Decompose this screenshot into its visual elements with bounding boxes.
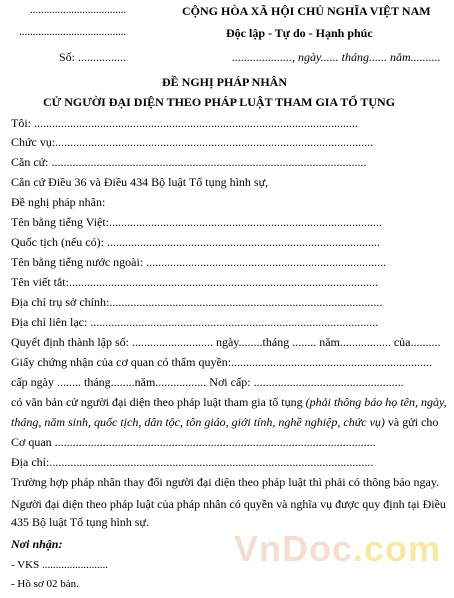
request-label: Đề nghị pháp nhân: (11, 195, 106, 209)
field-foreign-name: Tên bằng tiếng nước ngoài: ................................................................................ (11, 255, 387, 269)
representative-text-italic-2: tháng, năm sinh, quốc tịch, dân tộc, tôn giáo, giới tính, nghề nghiệp, chức vụ) (11, 415, 385, 429)
field-establishment-decision: Quyết định thành lập số: ........................... ngày........tháng ........ năm................. của.......... (11, 335, 441, 349)
document-number: Số: ................ (59, 50, 127, 64)
field-toi: Tôi: ............................................................................................................ (11, 116, 358, 130)
recipient-file: - Hồ sơ 02 bản. (11, 578, 79, 590)
representative-text-plain-2: và gửi cho (384, 415, 439, 429)
title-line-2: CỬ NGƯỜI ĐẠI DIỆN THEO PHÁP LUẬT THAM GIA TỐ TỤNG (43, 95, 396, 109)
representative-text-plain: có văn bản cử người đại diện theo pháp luật tham gia tố tụng (11, 395, 306, 409)
agency-dots-1: ................................... (30, 4, 127, 16)
field-vietnamese-name: Tên bằng tiếng Việt:........................................................................................... (11, 215, 383, 229)
vndoc-watermark-logo (234, 528, 441, 570)
representative-text-line-1 (11, 395, 447, 410)
legal-basis: Căn cứ Điều 36 và Điều 434 Bộ luật Tố tụng hình sự, (11, 175, 269, 189)
motto: Độc lập - Tự do - Hạnh phúc (226, 26, 373, 40)
field-abbreviation: Tên viết tắt:....................................................................................................... (11, 275, 378, 289)
field-can-cu: Căn cứ: ......................................................................................................... (11, 155, 367, 169)
field-nationality: Quốc tịch (nếu có): ........................................................................................... (11, 235, 380, 249)
field-agency: Cơ quan ........................................................................................................... (11, 435, 376, 449)
agency-dots-2: ....................................... (19, 26, 127, 38)
representative-text-line-2 (11, 415, 438, 430)
field-certificate: Giấy chứng nhận của cơ quan có thẩm quyền:................................................................... (11, 355, 433, 369)
field-address: Địa chỉ:............................................................................................................ (11, 455, 374, 469)
date-line: ...................., ngày...... tháng...... năm.......... (232, 50, 441, 64)
field-issue-date: cấp ngày ........ tháng........năm................. Nơi cấp: .................................................. (11, 375, 404, 389)
field-headquarters: Địa chỉ trụ sở chính:........................................................................................... (11, 295, 383, 309)
title-line-1: ĐỀ NGHỊ PHÁP NHÂN (162, 75, 288, 89)
representative-text-italic: (phải thông báo họ tên, ngày, (305, 395, 447, 409)
recipient-vks: - VKS ........................ (11, 559, 108, 571)
watermark-brand-main: VnDoc (234, 528, 354, 569)
republic-heading: CỘNG HÒA XÃ HỘI CHỦ NGHĨA VIỆT NAM (182, 4, 431, 18)
field-contact-address: Địa chỉ liên lạc: ................................................................................................ (11, 315, 379, 329)
recipients-label: Nơi nhận: (11, 537, 63, 551)
watermark-brand-suffix: .com (353, 528, 442, 569)
rights-line-2: 435 Bộ luật Tố tụng hình sự. (11, 515, 149, 529)
field-chuc-vu: Chức vụ:.......................................................................................................... (11, 135, 374, 149)
change-notice: Trường hợp pháp nhân thay đổi người đại diện theo pháp luật thì phải có thông báo ngay. (11, 475, 440, 489)
rights-line-1: Người đại diện theo pháp luật của pháp nhân có quyền và nghĩa vụ được quy định tại Điều (11, 497, 446, 511)
